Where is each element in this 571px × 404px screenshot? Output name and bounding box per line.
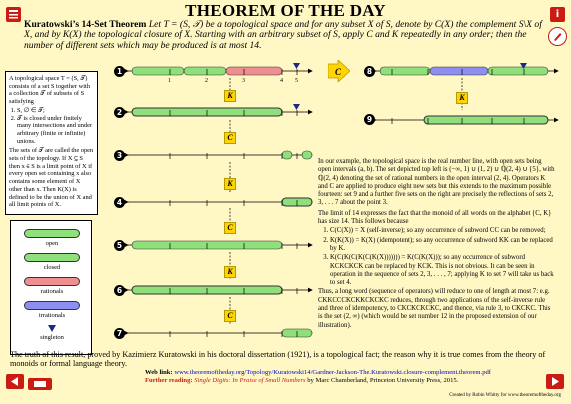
home-button[interactable] [28, 378, 52, 390]
set-2-diagram [128, 104, 312, 116]
operator-c-arrow [328, 60, 350, 82]
operator-c-3: C [224, 310, 236, 322]
set-9-diagram [376, 116, 558, 124]
definition-intro: A topological space T = (S, 𝒯) consists of a set S together with a collection 𝒯 of subsets of S satisfying [9, 75, 90, 106]
explanation-para-2: The limit of 14 expresses the fact that the monoid of all words on the alphabet {C, K} has size 14. This follows because [318, 209, 552, 226]
operator-k-2: K [224, 178, 236, 190]
next-page-button[interactable] [546, 374, 564, 389]
further-reading-rest: by Marc Chamberland, Princeton University Press, 2015. [307, 377, 459, 384]
right-diagrams [362, 62, 562, 152]
step-6-number: 6 [114, 285, 125, 296]
set-1-diagram [128, 63, 312, 75]
definition-para2: The sets of 𝒯 are called the open sets of the topology. If X ⊆ S then x ∈ S is a limit point of X if every open set containing x also contains some element of X other than x. Then K(X) is defined to be the union of X and all limit points of X. [9, 147, 94, 209]
set-5-diagram [128, 241, 312, 249]
legend-irrationals-label: irrationals [38, 312, 66, 319]
set-3-diagram [128, 151, 312, 159]
further-reading-title[interactable]: Single Digits: In Praise of Small Numbers [194, 377, 306, 384]
operator-c-2: C [224, 222, 236, 234]
step-3-number: 3 [114, 150, 125, 161]
legend-rationals-swatch [24, 277, 80, 286]
tick-label-5: 5 [295, 78, 298, 84]
step-5-number: 5 [114, 240, 125, 251]
legend-closed-swatch [24, 253, 80, 262]
web-link[interactable]: www.theoremoftheday.org/Topology/Kuratowski14/Gardner-Jackson-The.Kuratowski.closure-complement.theorem.pdf [174, 369, 492, 376]
set-4-diagram [128, 198, 312, 206]
page-title: THEOREM OF THE DAY [185, 1, 386, 20]
step-4-number: 4 [114, 197, 125, 208]
footer-text: The truth of this result, proved by Kazimierz Kuratowski in his doctoral dissertation (1921), is a topological fact; the reason why it is true comes from the theory of monoids or formal language theory. [10, 350, 546, 369]
links-block [145, 369, 555, 385]
further-reading-label: Further reading: [145, 377, 193, 384]
tick-label-2: 2 [205, 78, 208, 84]
legend-open-swatch [24, 229, 80, 238]
operator-k-3: K [224, 266, 236, 278]
rule-3: 3. K(C(K(C(K(C(K(X))))))) = K(C(K(X))); so any occurrence of subword KCKCKCK can be replaced by KCK. This is not obvious. It can be seen in operation in the sequence of sets 2, 3, . . . , 7; applying K to set 7 will take us back to set 4. [330, 254, 556, 287]
tick-label-1: 1 [168, 78, 171, 84]
web-link-label: Web link: [145, 369, 173, 376]
left-diagrams [112, 62, 322, 352]
pen-icon[interactable] [548, 27, 567, 46]
prev-page-button[interactable] [6, 374, 24, 389]
theorem-statement [24, 20, 544, 51]
operator-k-right: K [456, 92, 468, 104]
legend-open-label: open [45, 240, 59, 247]
step-2-number: 2 [114, 107, 125, 118]
explanation-column [318, 158, 556, 330]
explanation-para-3: Thus, a long word (sequence of operators) will reduce to one of length at most 7: e.g. CKKCCCKCKKCKCKC reduces, through two applications of the self-inverse rule and three of idempotency, to CKCKCKCKC, and thence, via rule 3, to CKCKC. This is the set (2, ∞) (which would be set number 12 in the proposed extension of our illustration). [318, 288, 551, 329]
step-1-number: 1 [114, 66, 125, 77]
step-9-number: 9 [364, 114, 375, 125]
tick-label-3: 3 [242, 78, 245, 84]
singleton-marker-icon [48, 325, 56, 333]
legend-singleton-label: singleton [40, 334, 64, 341]
tick-label-4: 4 [280, 78, 283, 84]
explanation-para-1: In our example, the topological space is the real number line, with open sets being open intervals (a, b). The set depicted top left is (−∞, 1) ∪ (1, 2) ∪ ℚ(2, 4) ∪ {5}, with ℚ(2, 4) denoting the set of rational numbers in the open interval (2, 4). Operators K and C are applied to produce eight new sets but this extends to the maximum possible fourteen: set 9 and a further five sets on the right are precisely the reflections of sets 2, 3, . . . 7 about the point 3. [318, 158, 555, 207]
theorem-text: Let T = (S, 𝒯) be a topological space and for any subset X of S, denote by C(X) the complement S\X of X, and by K(X) the topological closure of X. Starting with an arbitrary subset of S, apply C and K repeatedly in any order; then the number of different sets which may be produced is at most 14. [24, 19, 542, 51]
legend-rationals-label: rationals [40, 288, 64, 295]
rule-1: 1. C(C(X)) = X (self-inverse); so any occurrence of subword CC can be removed; [330, 227, 556, 235]
theorem-name: Kuratowski’s 14-Set Theorem [24, 19, 147, 30]
legend-closed-label: closed [43, 264, 61, 271]
info-icon[interactable]: i [550, 7, 565, 22]
operator-k-1: K [224, 90, 236, 102]
legend-box [10, 220, 92, 355]
definition-item-2: 2. 𝒯 is closed under finitely many intersections and under arbitrary (finite or infinite) unions. [17, 115, 94, 146]
rule-2: 2. K(K(X)) = K(X) (idempotent); so any occurrence of subword KK can be replaced by K. [330, 237, 556, 254]
set-6-diagram [128, 286, 312, 294]
credit-line: Created by Robin Whitty for www.theoremoftheday.org [449, 393, 561, 398]
definition-item-1: 1. S, ∅ ∈ 𝒯; [17, 107, 94, 115]
step-8-number: 8 [364, 66, 375, 77]
legend-irrationals-swatch [24, 301, 80, 310]
operator-c-arrow-label: C [335, 67, 342, 77]
operator-c-1: C [224, 132, 236, 144]
set-7-diagram [128, 329, 312, 337]
definition-box [5, 71, 98, 215]
set-8-diagram [376, 63, 558, 75]
step-7-number: 7 [114, 328, 125, 339]
